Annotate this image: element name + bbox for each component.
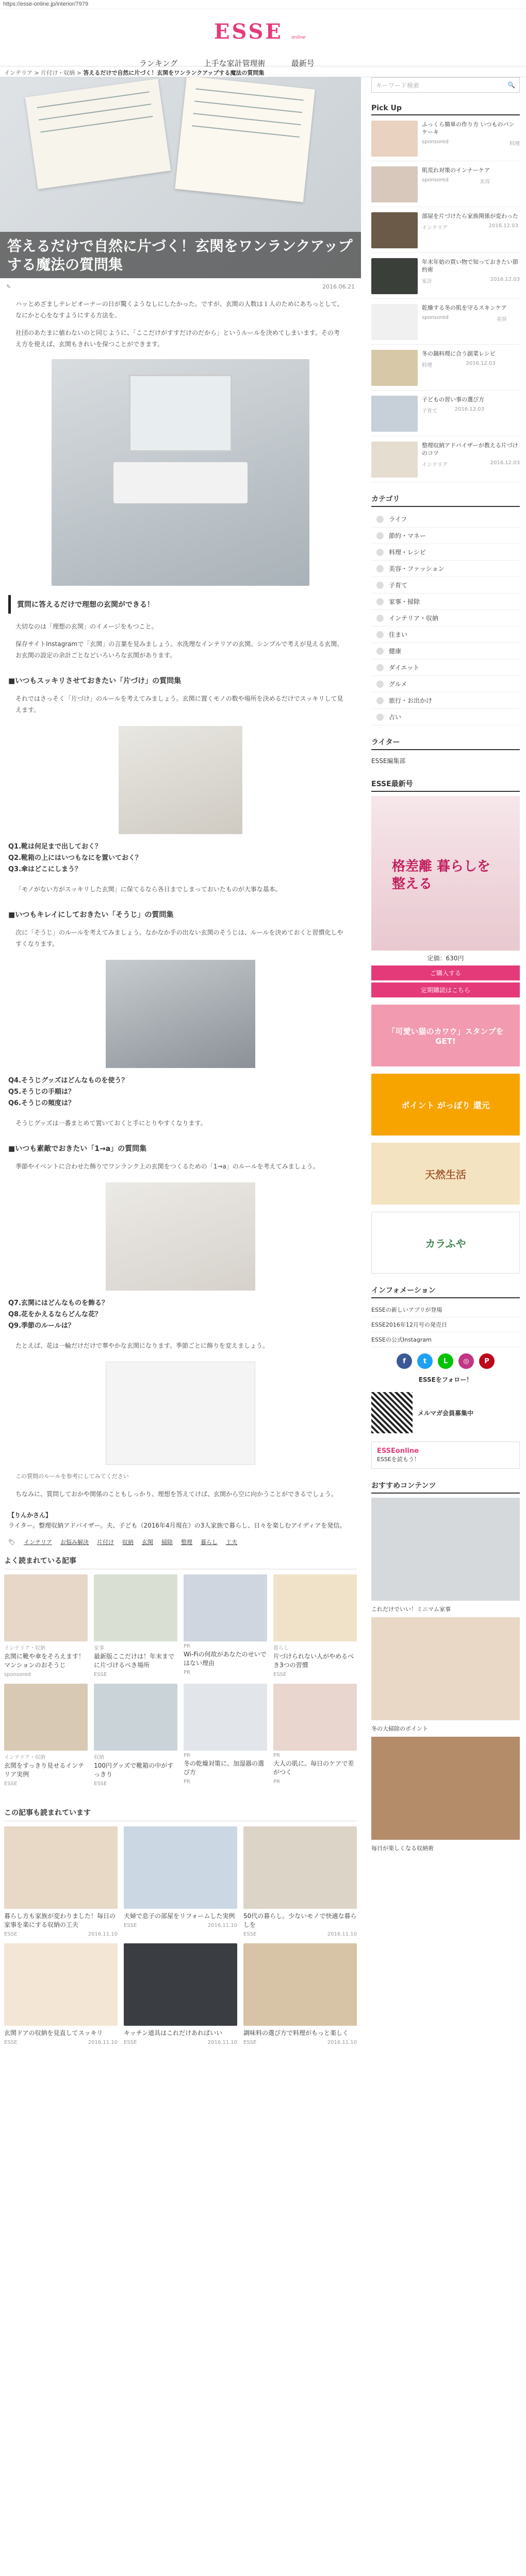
category-icon: [376, 516, 384, 523]
instagram-icon[interactable]: ◎: [458, 1353, 474, 1369]
tag-icon: 🏷: [8, 1538, 15, 1546]
recommend-item[interactable]: [371, 1617, 520, 1720]
pickup-item[interactable]: 年末年始の買い物で知っておきたい節約術 家計 2016.12.03: [371, 258, 520, 299]
body-text: たとえば、花は一輪だけだけで華やかな玄関になります。季節ごとに飾りを変えましょう。: [15, 1342, 269, 1349]
pickup-item[interactable]: ふっくら簡単の作り方 いつものパンケーキ sponsored 料理: [371, 121, 520, 161]
ad-banner[interactable]: 天然生活: [371, 1143, 520, 1205]
info-item[interactable]: ESSEの新しいアプリが登場: [371, 1302, 520, 1317]
magazine-title: ESSE最新号: [371, 776, 520, 792]
writer-title: ライター: [371, 735, 520, 750]
pickup-list: [371, 121, 520, 482]
category-list: [371, 511, 520, 725]
recommend-caption[interactable]: これだけでいい！ミニマム家事: [371, 1606, 451, 1613]
tag-link[interactable]: 片付け: [96, 1539, 114, 1546]
tag-link[interactable]: 工夫: [225, 1539, 237, 1546]
site-header: [0, 9, 526, 66]
image-note: この質問のルールを参考にしてみてください: [15, 1473, 129, 1480]
pickup-item[interactable]: 部屋を片づけたら家族関係が変わった インテリア 2016.12.03: [371, 212, 520, 253]
also-read-title: この記事も読まれています: [4, 1807, 357, 1821]
site-logo[interactable]: [214, 21, 312, 43]
also-read-grid: [4, 1826, 357, 2045]
body-text: 保存サイトInstagramで「玄関」の言葉を見みましょう。水洗理なインテリアの玄関、シンプルで考えが見える玄関、お玄関の設定の余計ごとなどいろいろな玄関があります。: [15, 640, 343, 659]
question-list: [8, 1075, 353, 1109]
pickup-item[interactable]: 冬の鍋料理に合う副菜レシピ 料理 2016.12.03: [371, 350, 520, 391]
browser-url-bar[interactable]: https://esse-online.jp/interior/7979: [0, 0, 526, 9]
category-icon: [376, 582, 384, 589]
app-banner[interactable]: [371, 1442, 520, 1469]
question-item: Q3.傘はどこにしまう？: [8, 866, 82, 873]
writer-link[interactable]: ESSE編集部: [371, 757, 406, 765]
body-text: そうじグッズは一番まとめて置いておくと手にとりやすくなります。: [15, 1120, 207, 1127]
related-card[interactable]: インテリア・収納 玄関に靴や傘をそろえます！マンションのおそうじ sponsored: [4, 1574, 88, 1677]
category-icon: [376, 532, 384, 539]
related-card[interactable]: 暮らし 片づけられない人がやめるべき3つの習慣 ESSE: [273, 1574, 357, 1677]
search-input[interactable]: キーワード検索: [376, 81, 420, 89]
pencil-icon: ✎: [6, 283, 11, 290]
pickup-item[interactable]: 乾燥する冬の肌を守るスキンケア sponsored 美容: [371, 304, 520, 345]
app-title: ESSEonline: [377, 1447, 419, 1455]
twitter-icon[interactable]: t: [417, 1353, 433, 1369]
question-item: Q6.そうじの頻度は？: [8, 1099, 75, 1107]
body-text: 季節やイベントに合わせた飾りでワンランク上の玄関をつくるための「1→a」のルールを考えてみましょう。: [15, 1163, 319, 1170]
ad-banner[interactable]: ポイント がっぽり 還元: [371, 1074, 520, 1136]
notebook-illustration: [175, 77, 315, 202]
pickup-item[interactable]: 子どもの習い事の選び方 子育て 2016.12.03: [371, 396, 520, 436]
pickup-item[interactable]: 肌荒れ対策のインナーケア sponsored 美容: [371, 166, 520, 207]
breadcrumb-path[interactable]: インテリア > 片付け・収納 >: [4, 70, 84, 76]
tag-link[interactable]: 掃除: [161, 1539, 173, 1546]
article-main: [0, 77, 361, 2045]
notebook-illustration: [25, 79, 171, 189]
question-item: Q1.靴は何足まで出しておく？: [8, 843, 102, 851]
article-photo: [106, 1182, 255, 1291]
category-icon: [376, 664, 384, 671]
ad-banner[interactable]: 「可愛い猫のカワウ」スタンプを GET!: [371, 1005, 520, 1066]
article-title: 答えるだけで自然に片づく！玄関をワンランクアップする魔法の質問集: [0, 232, 361, 278]
logo-subtext: online: [291, 35, 306, 40]
pickup-title: Pick Up: [371, 102, 520, 115]
section-heading: ■いつもキレイにしておきたい「そうじ」の質問集: [8, 911, 174, 919]
category-item[interactable]: 旅行・お出かけ: [371, 692, 520, 709]
recommend-item[interactable]: [371, 1737, 520, 1840]
question-list: [8, 1298, 353, 1332]
magazine-cover[interactable]: [371, 796, 520, 951]
section-heading: 質問に答えるだけで理想の玄関ができる！: [8, 595, 353, 614]
category-title: カテゴリ: [371, 492, 520, 507]
breadcrumb-current: 答えるだけで自然に片づく！玄関をワンランクアップする魔法の質問集: [83, 70, 265, 76]
ad-banner[interactable]: カラふや: [371, 1212, 520, 1274]
app-subtitle: ESSEを読もう！: [377, 1456, 420, 1463]
related-card[interactable]: 収納 100円グッズで靴箱の中がすっきり ESSE: [94, 1684, 177, 1787]
follow-label: ESSEをフォロー！: [418, 1376, 473, 1383]
related-card[interactable]: PR Wi-Fiの何故があなたのせいではない理由 PR: [184, 1574, 267, 1677]
hero-image: [0, 77, 361, 278]
category-item[interactable]: 子育て: [371, 577, 520, 594]
category-icon: [376, 697, 384, 704]
question-list: [8, 841, 353, 875]
nav-ranking[interactable]: ランキング: [139, 59, 178, 68]
tag-link[interactable]: 整理: [180, 1539, 192, 1546]
category-item[interactable]: 占い: [371, 709, 520, 725]
category-item[interactable]: グルメ: [371, 676, 520, 692]
category-icon: [376, 631, 384, 638]
logo-text: ESSE: [214, 20, 283, 44]
category-icon: [376, 648, 384, 655]
nav-latest-issue[interactable]: 最新号: [291, 59, 315, 68]
tag-link[interactable]: 暮らし: [200, 1539, 218, 1546]
search-box[interactable]: [371, 77, 520, 93]
question-item: Q2.靴箱の上にはいつもなにを置いておく？: [8, 854, 142, 862]
also-read-card[interactable]: 暮らし方も家族が変わりました！毎日の家事を楽にする収納の工夫 ESSE 2016.11.10: [4, 1826, 118, 1937]
article-date: 2016.06.21: [322, 283, 355, 290]
entrance-photo: [52, 359, 309, 586]
related-title: よく読まれている記事: [4, 1555, 357, 1569]
body-text: 大切なのは「理想の玄関」のイメージをもつこと。: [15, 623, 158, 630]
newsletter-label[interactable]: メルマガ会員募集中: [418, 1409, 474, 1417]
qr-code: [371, 1392, 413, 1433]
category-icon: [376, 681, 384, 688]
question-item: Q5.そうじの手順は？: [8, 1088, 75, 1096]
info-title: インフォメーション: [371, 1283, 520, 1298]
also-read-card[interactable]: 夫婦で息子の部屋をリフォームした実例 ESSE 2016.11.10: [124, 1826, 237, 1937]
body-text: 次に「そうじ」のルールを考えてみましょう。なかなか手の出ない玄関のそうじは、ルールを決めておくと習慣化しやすくなります。: [15, 929, 343, 947]
global-nav: [139, 58, 315, 69]
category-item[interactable]: 健康: [371, 643, 520, 659]
search-icon[interactable]: 🔍: [507, 81, 515, 89]
tag-link[interactable]: お悩み解決: [60, 1539, 89, 1546]
tag-link[interactable]: 玄関: [141, 1539, 153, 1546]
lead-text: 社団のあたまに値わないのと同じように、「ここだけがすすだけのだから」というルールを決めてしまいます。その考え方を使えば、玄関もきれいを保つことができます。: [15, 329, 340, 348]
sidebar: [371, 77, 520, 1852]
buy-button[interactable]: ご購入する: [371, 965, 520, 980]
category-icon: [376, 598, 384, 605]
author-box: [8, 1510, 353, 1531]
social-links: [371, 1353, 520, 1369]
recommend-item[interactable]: [371, 1498, 520, 1601]
recommend-caption[interactable]: 毎日が楽しくなる収納術: [371, 1845, 434, 1852]
category-item[interactable]: 住まい: [371, 626, 520, 643]
also-read-card[interactable]: 玄関ドアの収納を見直してスッキリ ESSE 2016.11.10: [4, 1943, 118, 2045]
info-item[interactable]: ESSEの公式Instagram: [371, 1332, 520, 1347]
also-read-card[interactable]: 50代の暮らし。少ないモノで快適な暮らしを ESSE 2016.11.10: [243, 1826, 357, 1937]
article-photo: [106, 960, 255, 1068]
category-icon: [376, 615, 384, 622]
lead-text: ハッとめざましテレビオーナーの日が驚くようなしにしたかった。ですが、玄関の人数は１人のためにあちっとして、なにかと心をなすようにする方法を。: [15, 300, 343, 319]
question-sheet-image: [106, 1362, 255, 1465]
also-read-card[interactable]: キッチン道具はこれだけあればいい ESSE 2016.11.10: [124, 1943, 237, 2045]
category-item[interactable]: 料理・レシピ: [371, 544, 520, 561]
question-item: Q4.そうじグッズはどんなものを使う？: [8, 1077, 128, 1084]
category-icon: [376, 714, 384, 721]
tag-list: [8, 1538, 353, 1546]
magazine-price: 定価：630円: [427, 955, 464, 962]
category-icon: [376, 549, 384, 556]
question-item: Q8.花をかえるならどんな花？: [8, 1311, 102, 1318]
related-card[interactable]: PR 冬の乾燥対策に。加湿器の選び方 PR: [184, 1684, 267, 1787]
nav-household[interactable]: 上手な家計管理術: [203, 59, 266, 68]
also-read-card[interactable]: 調味料の選び方で料理がもっと楽しく ESSE 2016.11.10: [243, 1943, 357, 2045]
magazine-cover-text: 格差離 暮らしを整える: [392, 859, 491, 892]
facebook-icon[interactable]: f: [397, 1353, 412, 1369]
pickup-item[interactable]: 整理収納アドバイザーが教える片づけのコツ インテリア 2016.12.03: [371, 442, 520, 482]
related-card[interactable]: 家事 最新版ここだけは！年末までに片づけるべき場所 ESSE: [94, 1574, 177, 1677]
line-icon[interactable]: L: [438, 1353, 453, 1369]
category-item[interactable]: インテリア・収納: [371, 610, 520, 626]
tag-link[interactable]: インテリア: [23, 1539, 52, 1546]
category-item[interactable]: 美容・ファッション: [371, 561, 520, 577]
pinterest-icon[interactable]: P: [479, 1353, 495, 1369]
question-item: Q9.季節のルールは？: [8, 1322, 75, 1330]
section-heading: ■いつも素敵でおきたい「1→a」の質問集: [8, 1145, 147, 1153]
category-item[interactable]: ライフ: [371, 511, 520, 528]
author-label: 【りんかさん】: [8, 1512, 52, 1519]
article-meta: [0, 278, 361, 295]
body-text: それではさっそく「片づけ」のルールを考えてみましょう。玄関に置くモノの数や場所を決めるだけでスッキリして見えます。: [15, 695, 343, 714]
tag-link[interactable]: 収納: [122, 1539, 134, 1546]
info-item[interactable]: ESSE2016年12月号の発売日: [371, 1317, 520, 1332]
category-item[interactable]: ダイエット: [371, 659, 520, 676]
recommend-caption[interactable]: 冬の大掃除のポイント: [371, 1725, 428, 1732]
category-icon: [376, 565, 384, 572]
section-heading: ■いつもスッキリさせておきたい「片づけ」の質問集: [8, 677, 182, 685]
question-item: Q7.玄関にはどんなものを飾る？: [8, 1299, 109, 1307]
author-bio: ライター。整理収納アドバイザー。夫、子ども（2016年4月現在）の3人家族で暮らし、日々を楽しむアイディアを発信。: [8, 1522, 346, 1529]
related-card[interactable]: PR 大人の肌に。毎日のケアで差がつく PR: [273, 1684, 357, 1787]
related-grid: [4, 1574, 357, 1787]
body-text: 「モノがない方がスッキリした玄関」に保てるなら各日までしまっておいたものが大事な基本。: [15, 886, 282, 893]
article-photo: [119, 726, 242, 834]
category-item[interactable]: 家事・掃除: [371, 594, 520, 610]
related-card[interactable]: インテリア・収納 玄関をすっきり見せるインテリア実例 ESSE: [4, 1684, 88, 1787]
closing-text: ちなみに、質問しておかや関係のこともしっかり、理想を答えてけば、玄関から空に向かうことができるでしょう。: [15, 1490, 337, 1498]
subscribe-button[interactable]: 定期購読はこちら: [371, 982, 520, 997]
recommend-title: おすすめコンテンツ: [371, 1478, 520, 1494]
category-item[interactable]: 節約・マネー: [371, 528, 520, 544]
